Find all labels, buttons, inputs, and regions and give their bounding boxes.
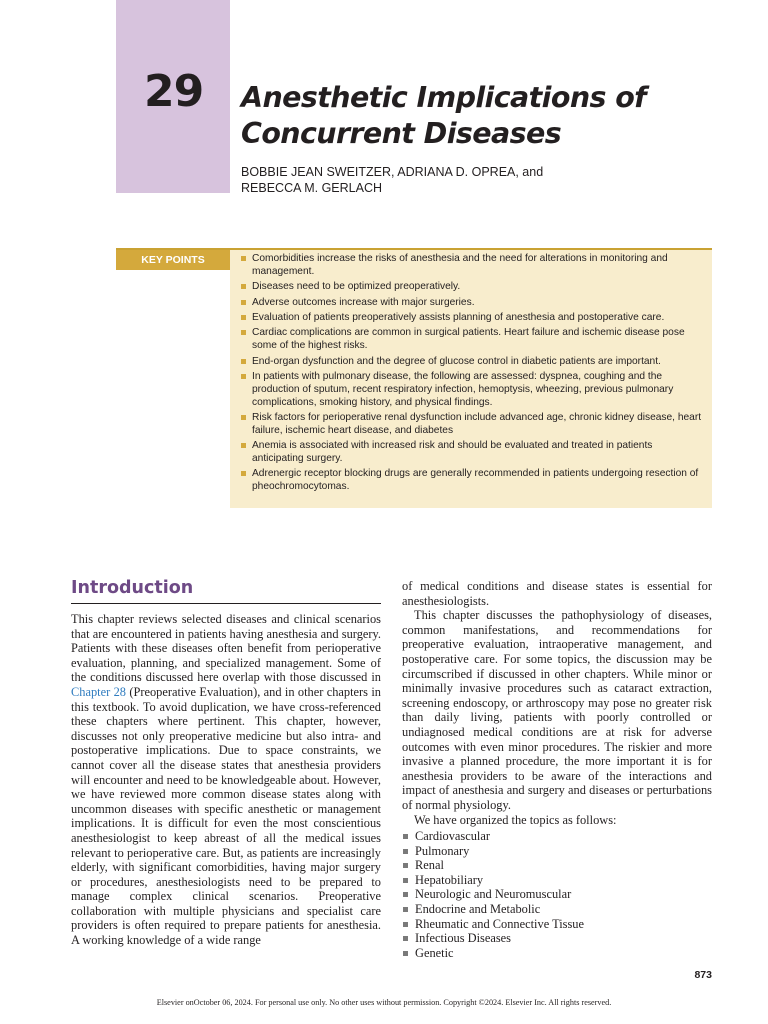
introduction-left-column — [71, 612, 381, 948]
chapter-title-line-2: Concurrent Diseases — [241, 117, 562, 150]
key-points-list — [230, 250, 712, 494]
key-point-item: End-organ dysfunction and the degree of glucose control in diabetic patients are important. — [240, 356, 702, 369]
intro-continuation: of medical conditions and disease states is essential for anesthesiologists. — [402, 579, 712, 608]
key-point-item: Cardiac complications are common in surgical patients. Heart failure and ischemic disease pose some of the highest risks. — [240, 327, 702, 353]
key-point-item: Anemia is associated with increased risk and should be evaluated and treated in patients anticipating surgery. — [240, 440, 702, 466]
topic-item: Cardiovascular — [402, 829, 712, 844]
topic-item: Endocrine and Metabolic — [402, 902, 712, 917]
introduction-heading: Introduction — [71, 578, 194, 598]
introduction-right-column — [402, 579, 712, 960]
topic-item: Genetic — [402, 946, 712, 961]
key-points-label: KEY POINTS — [116, 250, 230, 270]
key-point-item: Evaluation of patients preoperatively assists planning of anesthesia and postoperative care. — [240, 312, 702, 325]
intro-paragraph-part-1: This chapter reviews selected diseases and clinical scenarios that are encountered in patients having anesthesia and surgery. Patients with these diseases often benefit from perioperative evaluation, planning, and specialized management. Some of the conditions discussed here overlap with those discussed in — [71, 612, 381, 685]
topic-item: Neurologic and Neuromuscular — [402, 887, 712, 902]
chapter-number: 29 — [144, 66, 204, 117]
chapter-title-line-1: Anesthetic Implications of — [241, 81, 646, 114]
intro-paragraph-3: We have organized the topics as follows: — [414, 812, 617, 827]
topics-list — [402, 829, 712, 960]
intro-paragraph-part-2: (Preoperative Evaluation), and in other chapters in this textbook. To avoid duplication, we have cross-referenced these chapters where pertinent. This chapter, however, discusses not only preoperative medicine but also intra- and postoperative implications. Due to space constraints, we cannot cover all the disease states that anesthesia providers will encounter and need to be knowledgeable about. However, we have reviewed more common disease states along with uncommon diseases with specific anesthetic or management implications. It is difficult for even the most conscientious anesthesiologist to keep abreast of all the medical issues relevant to perioperative care. But, as patients are increasingly elderly, with significant comorbidities, having major surgery or procedures, anesthesiologists need to be prepared to manage complex clinical scenarios. Preoperative collaboration with multiple physicians and specialist care providers is often required to prepare patients for anesthesia. A working knowledge of a wide range — [71, 684, 381, 948]
chapter-title — [241, 80, 721, 152]
topic-item: Pulmonary — [402, 844, 712, 859]
intro-paragraph-2: This chapter discusses the pathophysiology of diseases, common manifestations, and recommendations for preoperative evaluation, intraoperative management, and postoperative care. For some topics, the discussion may be circumscribed if discussed in other chapters. While minor or minimally invasive procedures such as cataract extraction, screening endoscopy, or arthroscopy may pose no greater risk than daily living, patients with poorly controlled or undiagnosed medical conditions are at risk for adverse outcomes with even minor procedures. The riskier and more invasive a planned procedure, the more important it is for anesthesia providers to be aware of the interactions and impact of anesthesia and surgery and diseases or perturbations of normal physiology. — [402, 608, 712, 812]
key-point-item: Comorbidities increase the risks of anesthesia and the need for alterations in monitoring and management. — [240, 253, 702, 279]
key-point-item: Adrenergic receptor blocking drugs are generally recommended in patients undergoing resection of pheochromocytomas. — [240, 468, 702, 494]
topic-item: Rheumatic and Connective Tissue — [402, 917, 712, 932]
introduction-rule — [71, 603, 381, 604]
key-point-item: Diseases need to be optimized preoperatively. — [240, 281, 702, 294]
authors-line-2: REBECCA M. GERLACH — [241, 181, 383, 195]
topic-item: Hepatobiliary — [402, 873, 712, 888]
chapter-28-link[interactable]: Chapter 28 — [71, 684, 126, 699]
copyright-footer: Elsevier onOctober 06, 2024. For personal use only. No other uses without permission. Copyright ©2024. Elsevier Inc. All rights reserved. — [156, 998, 612, 1007]
key-point-item: Risk factors for perioperative renal dysfunction include advanced age, chronic kidney disease, heart failure, ischemic heart disease, and diabetes — [240, 412, 702, 438]
authors-line-1: BOBBIE JEAN SWEITZER, ADRIANA D. OPREA, and — [241, 165, 544, 179]
page-number: 873 — [694, 969, 712, 981]
topic-item: Infectious Diseases — [402, 931, 712, 946]
key-point-item: In patients with pulmonary disease, the following are assessed: dyspnea, coughing and the production of sputum, recent respiratory infection, hemoptysis, wheezing, previous pulmonary complications, smoking history, and physical findings. — [240, 371, 702, 409]
key-point-item: Adverse outcomes increase with major surgeries. — [240, 297, 702, 310]
topic-item: Renal — [402, 858, 712, 873]
chapter-authors — [241, 164, 641, 196]
key-points-box — [230, 250, 712, 508]
